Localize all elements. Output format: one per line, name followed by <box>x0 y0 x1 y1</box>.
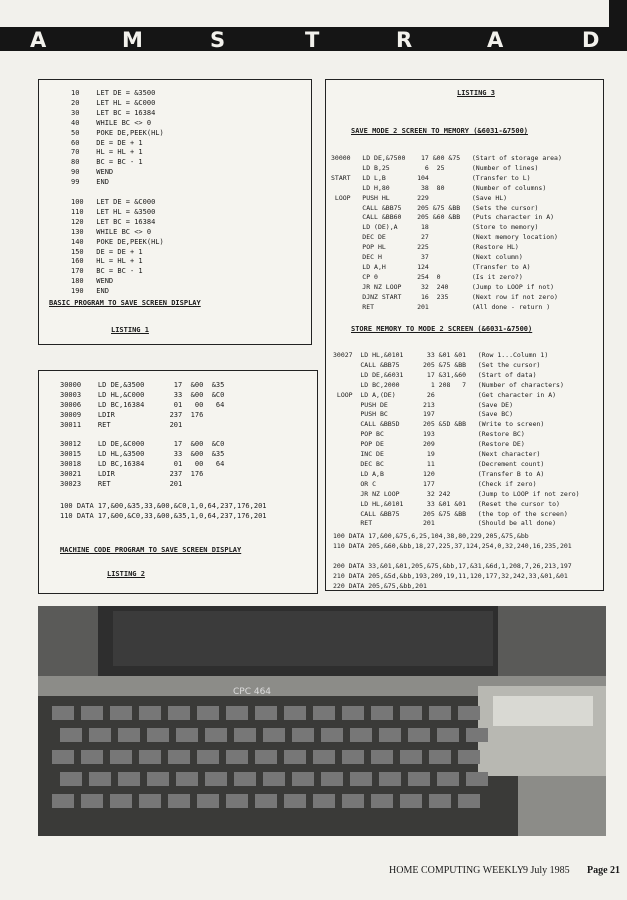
code-line: DEC BC 11 (Decrement count) <box>333 459 545 468</box>
amstrad-banner <box>0 27 627 51</box>
keyboard-key <box>205 772 227 786</box>
keyboard-key <box>60 728 82 742</box>
keyboard-key <box>371 706 393 720</box>
keyboard-key <box>197 794 219 808</box>
listing1-box <box>38 79 312 345</box>
banner-letter: M <box>122 28 143 52</box>
keyboard-key <box>81 794 103 808</box>
listing2-data <box>60 502 267 522</box>
code-line: 10 LET DE = &3500 <box>71 89 156 97</box>
code-line: 30012 LD DE,&C000 17 &00 &C0 <box>60 440 225 449</box>
code-line: CALL &BB5D 205 &5D &BB (Write to screen) <box>333 420 545 429</box>
code-line: CALL &BB75 205 &75 &BB (the top of the screen) <box>333 509 568 518</box>
keyboard-key <box>321 772 343 786</box>
keyboard-key <box>400 706 422 720</box>
code-line: 30000 LD DE,&7500 17 &00 &75 (Start of storage area) <box>331 154 562 162</box>
keyboard-key <box>342 706 364 720</box>
keyboard-key <box>313 794 335 808</box>
keyboard-key <box>197 750 219 764</box>
banner-letter: T <box>305 28 320 52</box>
code-line: 30011 RET 201 <box>60 420 183 429</box>
code-line: LD BC,2000 1 208 7 (Number of characters) <box>333 380 564 389</box>
keyboard-key <box>118 772 140 786</box>
code-line: 20 LET HL = &C000 <box>71 98 156 107</box>
listing2-code <box>60 381 224 490</box>
code-line: 30000 LD DE,&3500 17 &00 &35 <box>60 381 225 389</box>
keyboard-key <box>60 772 82 786</box>
code-line: OR C 177 (Check if zero) <box>333 479 537 488</box>
listing2-label: LISTING 2 <box>107 570 145 578</box>
code-line: RET 201 (Should be all done) <box>333 519 557 528</box>
code-line: 40 WHILE BC <> 0 <box>71 118 152 127</box>
code-line: 30006 LD BC,16384 01 00 64 <box>60 400 225 409</box>
keyboard-key <box>458 706 480 720</box>
keyboard-key <box>342 794 364 808</box>
code-line: CP 0 254 0 (Is it zero?) <box>331 272 523 281</box>
keyboard-key <box>81 750 103 764</box>
code-line: 110 DATA 17,&00,&C0,33,&00,&35,1,0,64,237,176,201 <box>60 511 267 520</box>
keyboard-illustration <box>38 606 606 836</box>
code-line: POP HL 225 (Restore HL) <box>331 243 519 252</box>
listing1-caption: BASIC PROGRAM TO SAVE SCREEN DISPLAY <box>49 299 201 307</box>
keyboard-key <box>379 728 401 742</box>
keyboard-key <box>110 706 132 720</box>
keyboard-key <box>52 750 74 764</box>
keyboard-key <box>263 772 285 786</box>
keyboard-key <box>284 794 306 808</box>
listing3-section1-code <box>331 154 562 313</box>
code-line: PUSH DE 213 (Save DE) <box>333 400 514 409</box>
code-line: CALL &BB75 205 &75 &BB (Set the cursor) <box>333 360 541 369</box>
listing3-section2-title: STORE MEMORY TO MODE 2 SCREEN (&6031-&7500) <box>351 325 533 333</box>
keyboard-key <box>234 728 256 742</box>
code-line: JR NZ LOOP 32 242 (Jump to LOOP if not zero) <box>333 489 580 498</box>
listing3-box <box>325 79 604 591</box>
code-line: 110 DATA 205,&60,&bb,18,27,225,37,124,254,0,32,240,16,235,201 <box>333 541 572 550</box>
keyboard-key <box>234 772 256 786</box>
code-line: LOOP LD A,(DE) 26 (Get character in A) <box>333 390 557 399</box>
keyboard-key <box>400 750 422 764</box>
code-line: 140 POKE DE,PEEK(HL) <box>71 237 164 246</box>
footer-publication: HOME COMPUTING WEEKLY <box>389 865 524 876</box>
keyboard-key <box>429 706 451 720</box>
code-line: 100 DATA 17,&00,&35,33,&00,&C0,1,0,64,237,176,201 <box>60 502 267 510</box>
banner-letter: A <box>30 28 47 52</box>
code-line: 160 HL = HL + 1 <box>71 257 143 266</box>
code-line: 90 WEND <box>71 168 114 177</box>
listing1-code <box>71 89 164 297</box>
keyboard-key <box>226 706 248 720</box>
code-line: DEC DE 27 (Next memory location) <box>331 233 558 242</box>
keyboard-key <box>408 772 430 786</box>
keyboard-label: CPC 464 <box>233 687 272 697</box>
code-line: POP DE 209 (Restore DE) <box>333 440 525 449</box>
code-line: INC DE 19 (Next character) <box>333 450 541 459</box>
keyboard-key <box>371 794 393 808</box>
keyboard-key <box>81 706 103 720</box>
code-line: RET 201 (All done - return ) <box>331 302 551 311</box>
keyboard-key <box>466 772 488 786</box>
code-line <box>71 188 164 198</box>
keyboard-key <box>118 728 140 742</box>
keyboard-key <box>197 706 219 720</box>
keyboard-key <box>110 794 132 808</box>
computer-photo <box>38 606 606 836</box>
keyboard-key <box>226 794 248 808</box>
code-line: 30021 LDIR 237 176 <box>60 470 204 479</box>
code-line: LD A,H 124 (Transfer to A) <box>331 262 531 271</box>
keyboard-key <box>400 794 422 808</box>
listing3-label: LISTING 3 <box>457 89 495 97</box>
code-line <box>333 552 572 562</box>
keyboard-key <box>168 750 190 764</box>
code-line: 130 WHILE BC <> 0 <box>71 227 152 236</box>
keyboard-key <box>313 750 335 764</box>
code-line: 50 POKE DE,PEEK(HL) <box>71 128 164 137</box>
keyboard-key <box>176 728 198 742</box>
code-line: 120 LET BC = 16384 <box>71 217 156 226</box>
keyboard-key <box>342 750 364 764</box>
footer-page: Page 21 <box>587 865 621 876</box>
code-line <box>60 431 224 441</box>
keyboard-key <box>89 728 111 742</box>
keyboard-key <box>255 706 277 720</box>
code-line: 70 HL = HL + 1 <box>71 148 143 157</box>
code-line: 100 DATA 17,&00,&75,6,25,104,38,80,229,205,&75,&bb <box>333 532 529 540</box>
code-line: LD A,B 120 (Transfer B to A) <box>333 469 545 478</box>
keyboard-key <box>176 772 198 786</box>
listing2-box <box>38 370 318 594</box>
keyboard-key <box>89 772 111 786</box>
keyboard-key <box>466 728 488 742</box>
code-line: LOOP PUSH HL 229 (Save HL) <box>331 193 508 202</box>
banner-letter: R <box>396 28 413 52</box>
keyboard-key <box>263 728 285 742</box>
keyboard-key <box>350 772 372 786</box>
keyboard-key <box>255 794 277 808</box>
keyboard-key <box>429 750 451 764</box>
code-line: 210 DATA 205,&5d,&bb,193,209,19,11,120,177,32,242,33,&01,&01 <box>333 571 568 580</box>
code-line: LD B,25 6 25 (Number of lines) <box>331 163 539 172</box>
banner-letter: A <box>487 28 504 52</box>
keyboard-key <box>139 706 161 720</box>
banner-letter: S <box>210 28 226 52</box>
keyboard-key <box>350 728 372 742</box>
keyboard-key <box>139 794 161 808</box>
footer-date: 9 July 1985 <box>523 865 570 876</box>
code-line: 200 DATA 33,&01,&01,205,&75,&bb,17,&31,&6d,1,208,7,26,213,197 <box>333 561 572 570</box>
listing3-data <box>333 532 572 591</box>
keyboard-key <box>284 750 306 764</box>
code-line: 30015 LD HL,&3500 33 &00 &35 <box>60 450 225 459</box>
code-line: START LD L,B 104 (Transfer to L) <box>331 173 531 182</box>
code-line: DJNZ START 16 235 (Next row if not zero) <box>331 292 558 301</box>
code-line: 30003 LD HL,&C000 33 &00 &C0 <box>60 390 225 399</box>
keyboard-key <box>52 794 74 808</box>
listing3-section2-code <box>333 351 580 529</box>
listing2-caption: MACHINE CODE PROGRAM TO SAVE SCREEN DISPLAY <box>60 546 242 554</box>
listing3-section1-title: SAVE MODE 2 SCREEN TO MEMORY (&6031-&7500) <box>351 127 529 135</box>
code-line: 100 LET DE = &C000 <box>71 197 156 206</box>
keyboard-key <box>313 706 335 720</box>
code-line: CALL &BB75 205 &75 &BB (Sets the cursor) <box>331 203 539 212</box>
code-line: 180 WEND <box>71 277 114 286</box>
keyboard-key <box>292 728 314 742</box>
keyboard-key <box>371 750 393 764</box>
keyboard-key <box>437 728 459 742</box>
keyboard-key <box>147 772 169 786</box>
code-line: 60 DE = DE + 1 <box>71 138 143 147</box>
code-line: PUSH BC 197 (Save BC) <box>333 410 514 419</box>
keyboard-key <box>52 706 74 720</box>
keyboard-key <box>321 728 343 742</box>
code-line: 30023 RET 201 <box>60 480 183 489</box>
keyboard-key <box>437 772 459 786</box>
code-line: 170 BC = BC - 1 <box>71 267 143 276</box>
code-line: POP BC 193 (Restore BC) <box>333 430 525 439</box>
code-line: 190 END <box>71 287 109 296</box>
code-line: 80 BC = BC - 1 <box>71 158 143 167</box>
code-line: LD H,80 38 80 (Number of columns) <box>331 183 547 192</box>
keyboard-key <box>429 794 451 808</box>
keyboard-key <box>458 794 480 808</box>
code-line: LD HL,&0101 33 &01 &01 (Reset the cursor to) <box>333 499 560 508</box>
keyboard-key <box>284 706 306 720</box>
keyboard-key <box>458 750 480 764</box>
keyboard-key <box>379 772 401 786</box>
code-line: CALL &BB60 205 &60 &BB (Puts character in A) <box>331 213 555 222</box>
keyboard-key <box>110 750 132 764</box>
code-line: LD DE,&6031 17 &31,&60 (Start of data) <box>333 370 537 379</box>
listing1-label: LISTING 1 <box>111 326 149 334</box>
banner-corner-tab <box>609 0 627 27</box>
code-line: 30018 LD BC,16384 01 00 64 <box>60 460 225 469</box>
code-line: JR NZ LOOP 32 240 (Jump to LOOP if not) <box>331 282 555 291</box>
keyboard-key <box>205 728 227 742</box>
code-line: 30027 LD HL,&0101 33 &01 &01 (Row 1...Column 1) <box>333 351 549 359</box>
keyboard-key <box>139 750 161 764</box>
keyboard-key <box>226 750 248 764</box>
keyboard-key <box>168 706 190 720</box>
code-line: DEC H 37 (Next column) <box>331 253 523 262</box>
code-line: 150 DE = DE + 1 <box>71 247 143 256</box>
code-line: 30009 LDIR 237 176 <box>60 410 204 419</box>
code-line: 110 LET HL = &3500 <box>71 207 156 216</box>
keyboard-key <box>147 728 169 742</box>
keyboard-key <box>408 728 430 742</box>
banner-letter: D <box>582 28 600 52</box>
code-line: 99 END <box>71 178 109 187</box>
code-line: LD (DE),A 18 (Store to memory) <box>331 223 539 232</box>
keyboard-key <box>255 750 277 764</box>
code-line: 30 LET BC = 16384 <box>71 108 156 117</box>
keyboard-key <box>168 794 190 808</box>
code-line: 220 DATA 205,&75,&bb,201 <box>333 581 427 590</box>
keyboard-key <box>292 772 314 786</box>
